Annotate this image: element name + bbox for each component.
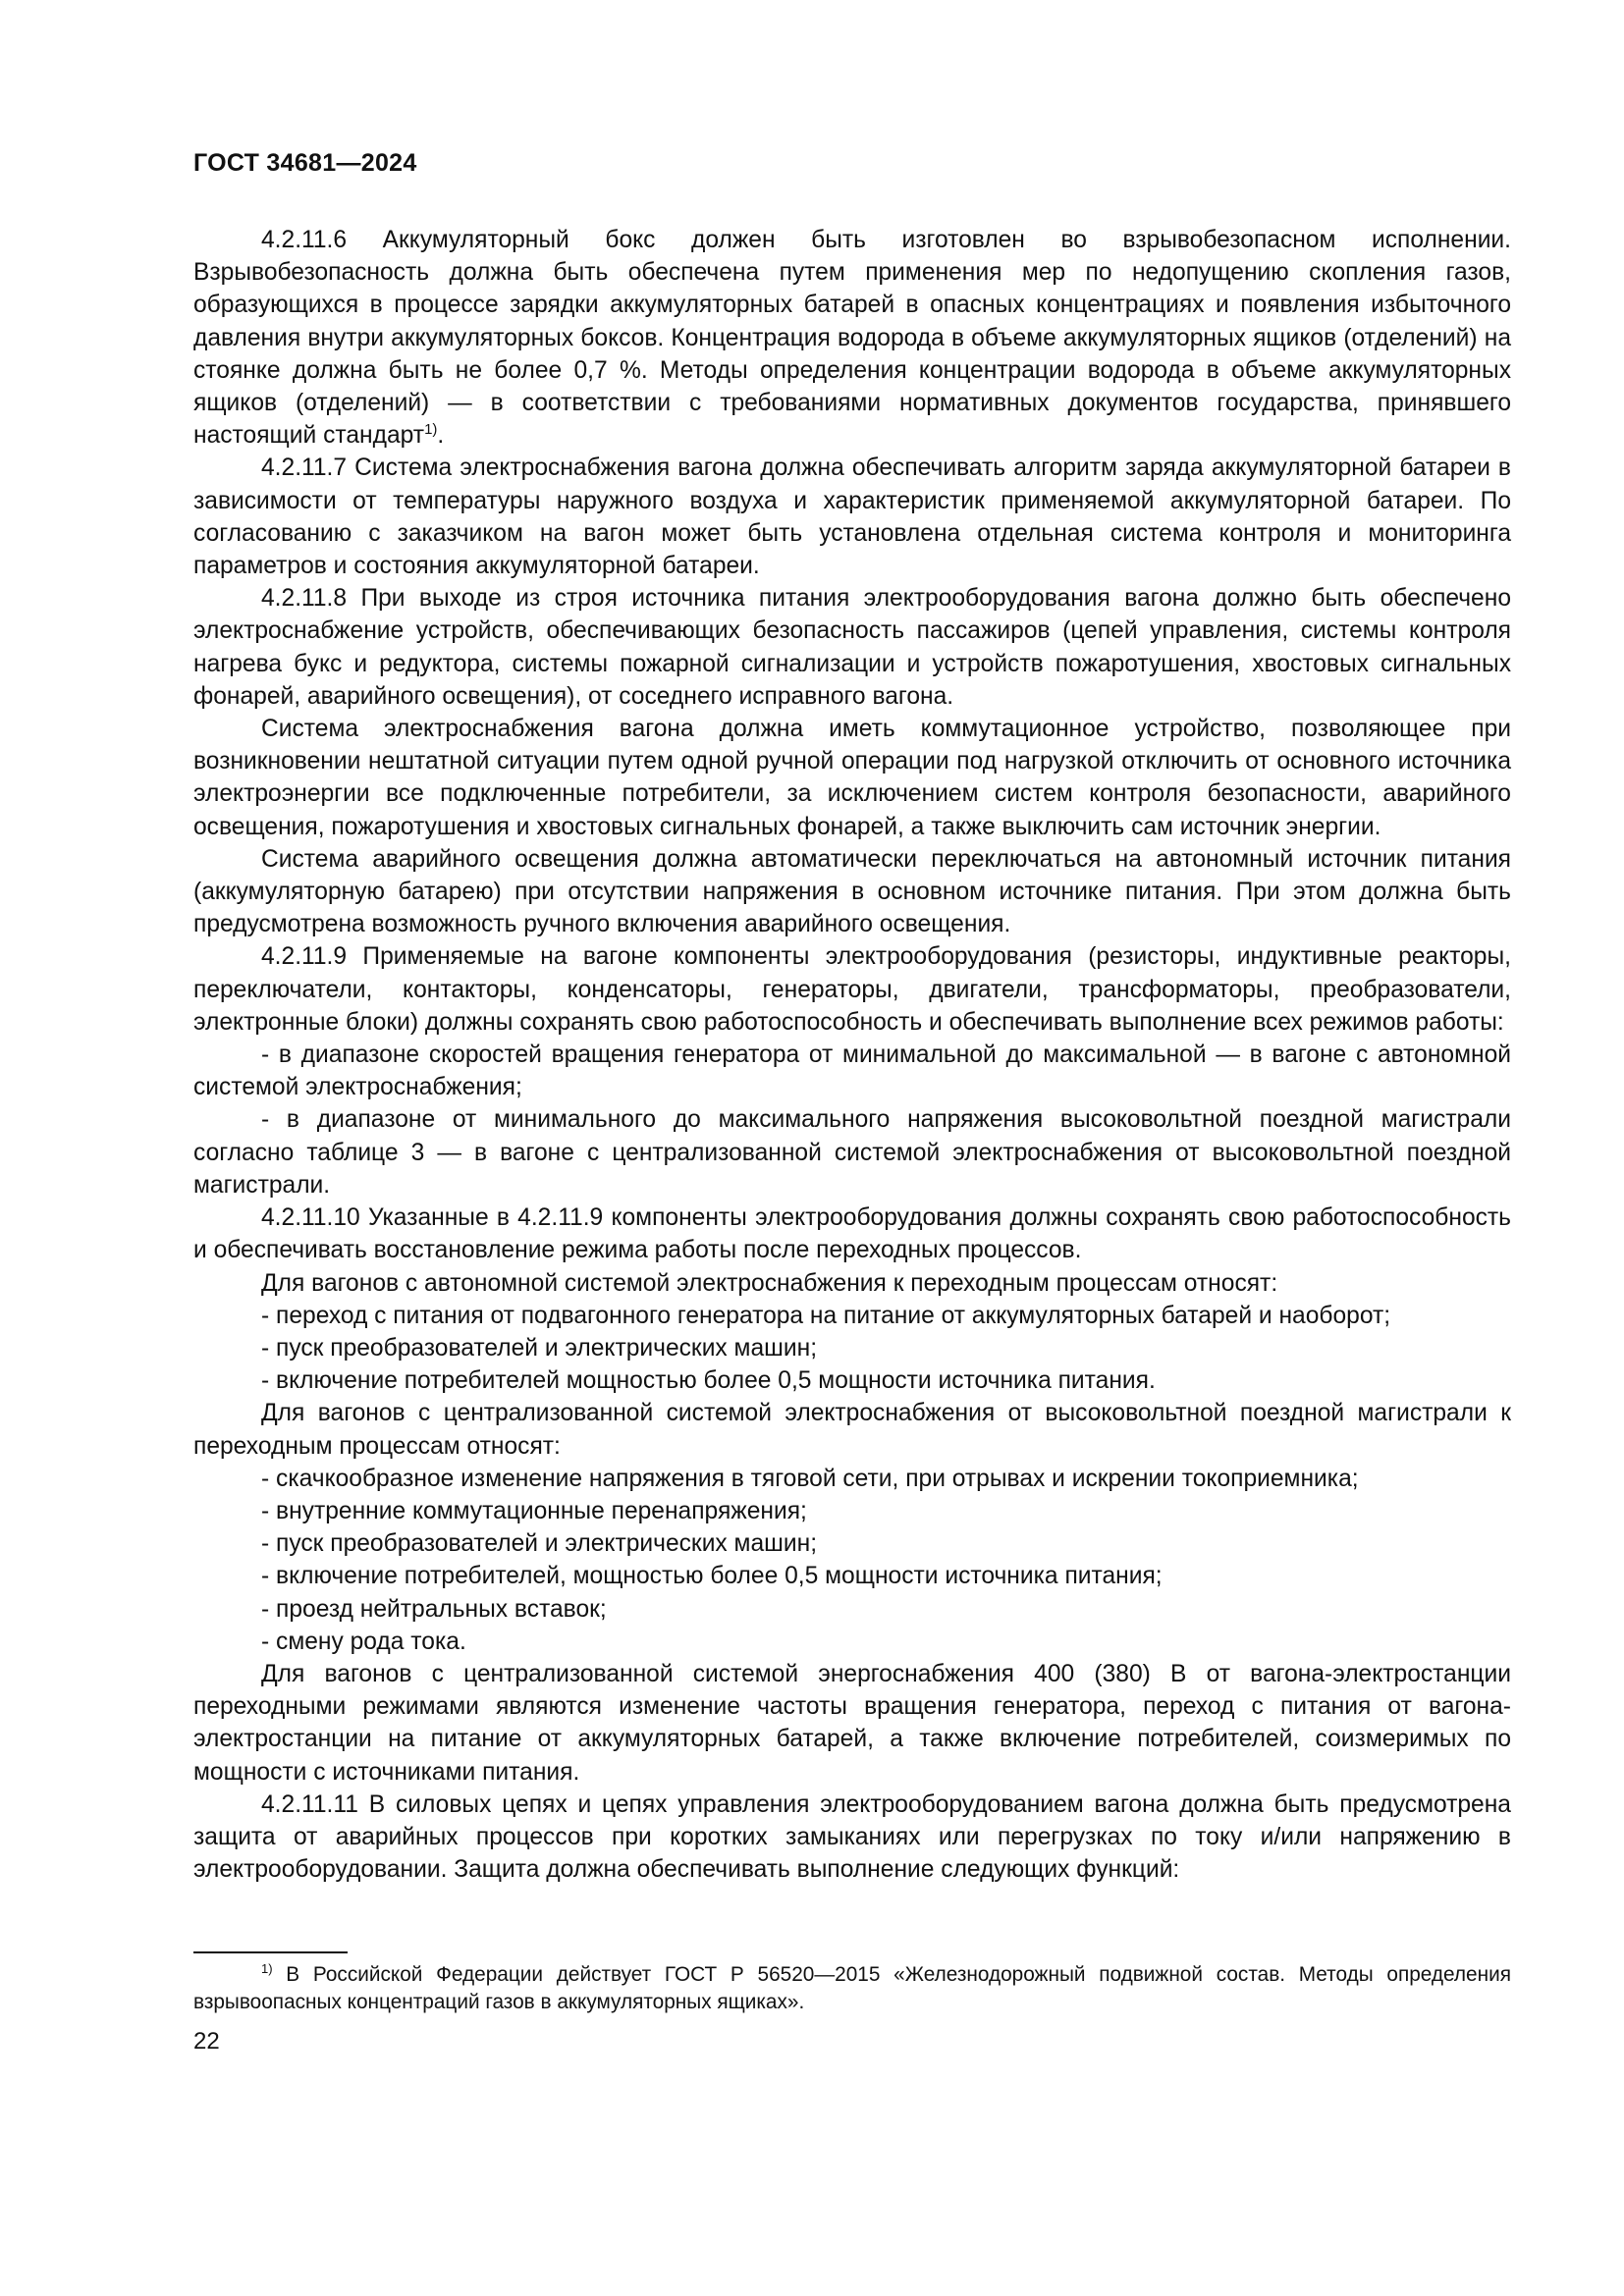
- paragraph: Для вагонов с автономной системой электроснабжения к переходным процессам относят:: [261, 1269, 1278, 1297]
- list-item: - внутренние коммутационные перенапряжения;: [261, 1497, 807, 1524]
- list-item: - пуск преобразователей и электрических машин;: [261, 1334, 818, 1362]
- paragraph-4-2-11-10: 4.2.11.10 Указанные в 4.2.11.9 компоненты электрооборудования должны сохранять свою работоспособность и обеспечивать восстановление режима работы после переходных процессов.: [193, 1204, 1511, 1264]
- list-item: - в диапазоне от минимального до максимального напряжения высоковольтной поездной магистрали согласно таблице 3 — в вагоне с централизованной системой электроснабжения от высоковольтной поездной магистрали.: [193, 1106, 1511, 1199]
- list-item: - скачкообразное изменение напряжения в тяговой сети, при отрывах и искрении токоприемника;: [261, 1465, 1359, 1492]
- list-item: - проезд нейтральных вставок;: [261, 1595, 607, 1623]
- footnote-body: В Российской Федерации действует ГОСТ Р 56520—2015 «Железнодорожный подвижной состав. Методы определения взрывоопасных концентраций газов в аккумуляторных ящиках».: [193, 1963, 1511, 2013]
- list-item: - пуск преобразователей и электрических машин;: [261, 1530, 818, 1558]
- footnote-reference: 1): [424, 421, 438, 439]
- footnote-divider: [193, 1951, 348, 1953]
- list-item: - переход с питания от подвагонного генератора на питание от аккумуляторных батарей и наоборот;: [261, 1302, 1391, 1329]
- paragraph: Для вагонов с централизованной системой электроснабжения от высоковольтной поездной магистрали к переходным процессам относят:: [193, 1400, 1511, 1460]
- paragraph-4-2-11-9: 4.2.11.9 Применяемые на вагоне компоненты электрооборудования (резисторы, индуктивные реакторы, переключатели, контакторы, конденсаторы, генераторы, двигатели, трансформаторы, преобразователи, электронные блоки) должны сохранять свою работоспособность и обеспечивать выполнение всех режимов работы:: [193, 943, 1511, 1036]
- footnote-marker: 1): [261, 1961, 273, 1976]
- paragraph: Система электроснабжения вагона должна иметь коммутационное устройство, позволяющее при возникновении нештатной ситуации путем одной ручной операции под нагрузкой отключить от основного источника электроэнергии все подключенные потребители, за исключением систем контроля безопасности, аварийного освещения, пожаротушения и хвостовых сигнальных фонарей, а также выключить сам источник энергии.: [193, 716, 1511, 840]
- paragraph-tail: .: [437, 422, 445, 450]
- list-item: - смену рода тока.: [261, 1628, 466, 1655]
- paragraph-text: 4.2.11.6 Аккумуляторный бокс должен быть изготовлен во взрывобезопасном исполнении. Взрывобезопасность должна быть обеспечена путем применения мер по недопущению скопления газов, образующихся в процессе зарядки аккумуляторных батарей в опасных концентрациях и появления избыточного давления внутри аккумуляторных боксов. Концентрация водорода в объеме аккумуляторных ящиков (отделений) на стоянке должна быть не более 0,7 %. Методы определения концентрации водорода в объеме аккумуляторных ящиков (отделений) — в соответствии с требованиями нормативных документов государства, принявшего настоящий стандарт: [193, 227, 1511, 450]
- paragraph: Для вагонов с централизованной системой энергоснабжения 400 (380) В от вагона-электростанции переходными режимами являются изменение частоты вращения генератора, переход с питания от вагона-электростанции на питание от аккумуляторных батарей, а также включение потребителей, соизмеримых по мощности с источниками питания.: [193, 1660, 1511, 1786]
- footnote-text: [193, 1961, 1511, 2016]
- paragraph-4-2-11-6: [193, 224, 1511, 452]
- document-header: ГОСТ 34681—2024: [193, 149, 417, 177]
- list-item: - в диапазоне скоростей вращения генератора от минимальной до максимальной — в вагоне с автономной системой электроснабжения;: [193, 1041, 1511, 1101]
- page-number: 22: [193, 2028, 220, 2055]
- footnote: [193, 1961, 1511, 2016]
- list-item: - включение потребителей мощностью более 0,5 мощности источника питания.: [261, 1367, 1156, 1395]
- paragraph-4-2-11-8: 4.2.11.8 При выходе из строя источника питания электрооборудования вагона должно быть обеспечено электроснабжение устройств, обеспечивающих безопасность пассажиров (цепей управления, системы контроля нагрева букс и редуктора, системы пожарной сигнализации и устройств пожаротушения, хвостовых сигнальных фонарей, аварийного освещения), от соседнего исправного вагона.: [193, 585, 1511, 710]
- paragraph-4-2-11-7: 4.2.11.7 Система электроснабжения вагона должна обеспечивать алгоритм заряда аккумуляторной батареи в зависимости от температуры наружного воздуха и характеристик применяемой аккумуляторной батареи. По согласованию с заказчиком на вагон может быть установлена отдельная система контроля и мониторинга параметров и состояния аккумуляторной батареи.: [193, 454, 1511, 580]
- paragraph-4-2-11-11: 4.2.11.11 В силовых цепях и цепях управления электрооборудованием вагона должна быть предусмотрена защита от аварийных процессов при коротких замыканиях или перегрузках по току и/или напряжению в электрооборудовании. Защита должна обеспечивать выполнение следующих функций:: [193, 1790, 1511, 1884]
- body-text: [193, 224, 1511, 1886]
- list-item: - включение потребителей, мощностью более 0,5 мощности источника питания;: [261, 1563, 1163, 1590]
- paragraph: Система аварийного освещения должна автоматически переключаться на автономный источник питания (аккумуляторную батарею) при отсутствии напряжения в основном источнике питания. При этом должна быть предусмотрена возможность ручного включения аварийного освещения.: [193, 845, 1511, 938]
